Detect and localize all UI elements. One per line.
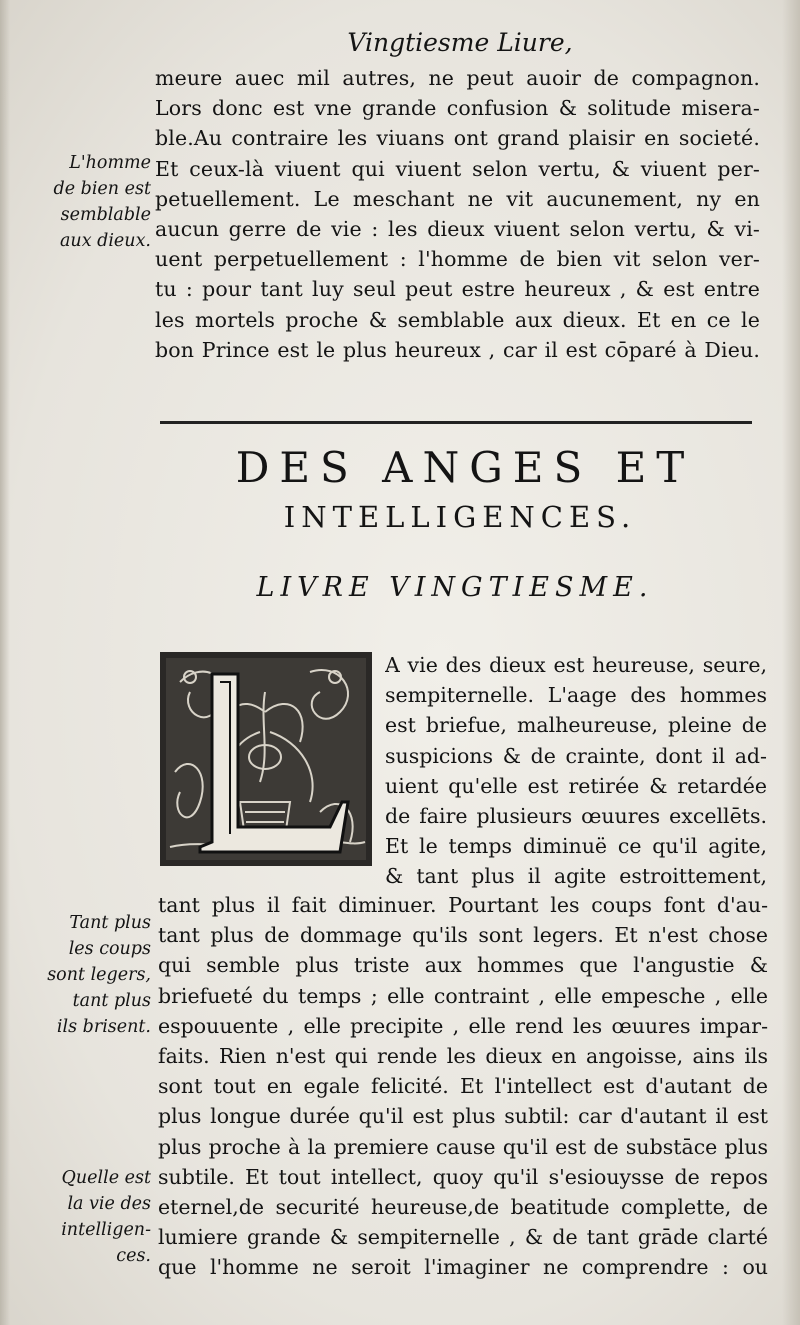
opening-paragraph (385, 650, 767, 892)
margin-note-tant-plus (6, 910, 151, 1040)
section-divider (160, 421, 752, 424)
text-line: tant plus de dommage qu'ils sont legers. Et n'est chose (158, 923, 768, 948)
text-line: sont tout en egale felicité. Et l'intellect est d'autant de (158, 1074, 768, 1099)
text-line: aucun gerre de vie : les dieux viuent selon vertu, & vi- (155, 217, 760, 242)
margin-note-line: semblable (60, 205, 151, 225)
text-line: petuellement. Le meschant ne vit aucunement, ny en (155, 186, 760, 211)
margin-note-line: Tant plus (69, 913, 151, 933)
margin-note-quelle-est (6, 1165, 151, 1269)
text-line: bon Prince est le plus heureux , car il est cōparé à Dieu. (155, 337, 760, 362)
text-line: uient qu'elle est retirée & retardée (385, 773, 767, 798)
text-line: espouuente , elle precipite , elle rend les œuures impar- (158, 1013, 768, 1038)
text-line: tu : pour tant luy seul peut estre heureux , & est entre (155, 277, 760, 302)
margin-note-line: sont legers, (47, 965, 151, 985)
text-line: & tant plus il agite estroittement, (385, 864, 767, 889)
running-title: Vingtiesme Liure, (347, 28, 573, 57)
page-edge-shadow (782, 0, 800, 1325)
text-line: subtile. Et tout intellect, quoy qu'il s'esiouysse de repos (158, 1164, 768, 1189)
main-paragraph (158, 890, 768, 1283)
text-line: Lors donc est vne grande confusion & solitude misera- (155, 96, 760, 121)
chapter-title-continued: INTELLIGENCES. (283, 500, 637, 534)
text-line: les mortels proche & semblable aux dieux. Et en ce le (155, 307, 760, 332)
text-line: Et le temps diminuë ce qu'il agite, (385, 834, 767, 859)
text-line: suspicions & de crainte, dont il ad- (385, 743, 767, 768)
margin-note-line: L'homme (69, 153, 151, 173)
text-line: sempiternelle. L'aage des hommes (385, 683, 767, 708)
text-line: qui semble plus triste aux hommes que l'angustie & (158, 953, 768, 978)
text-line: briefueté du temps ; elle contraint , elle empesche , elle (158, 983, 768, 1008)
margin-note-line: les coups (68, 939, 151, 959)
text-line: uent perpetuellement : l'homme de bien vit selon ver- (155, 247, 760, 272)
text-line: faits. Rien n'est qui rende les dieux en angoisse, ains ils (158, 1044, 768, 1069)
margin-note-line: ils brisent. (56, 1017, 151, 1037)
margin-note-line: ces. (116, 1246, 151, 1266)
book-subtitle: LIVRE VINGTIESME. (256, 572, 654, 603)
text-line: Et ceux-là viuent qui viuent selon vertu, & viuent per- (155, 156, 760, 181)
text-line: est briefue, malheureuse, pleine de (385, 713, 767, 738)
text-line: meure auec mil autres, ne peut auoir de compagnon. (155, 66, 760, 90)
text-line: A vie des dieux est heureuse, seure, (385, 653, 767, 677)
text-line: lumiere grande & sempiternelle , & de tant grāde clarté (158, 1225, 768, 1250)
text-line: tant plus il fait diminuer. Pourtant les coups font d'au- (158, 893, 768, 917)
margin-note-line: tant plus (72, 991, 151, 1011)
margin-note-line: intelligen- (61, 1220, 151, 1240)
chapter-title: DES ANGES ET (235, 443, 695, 492)
margin-note-line: de bien est (53, 179, 151, 199)
text-line: ble.Au contraire les viuans ont grand plaisir en societé. (155, 126, 760, 151)
text-line: eternel,de securité heureuse,de beatitude complette, de (158, 1195, 768, 1220)
margin-note-homme-de-bien (6, 150, 151, 254)
top-paragraph (155, 63, 760, 365)
ornamental-initial-L-icon (160, 652, 372, 866)
text-line: de faire plusieurs œuures excellēts. (385, 804, 767, 829)
margin-note-line: Quelle est (61, 1168, 151, 1188)
text-line: plus proche à la premiere cause qu'il est de substāce plus (158, 1134, 768, 1159)
text-line: que l'homme ne seroit l'imaginer ne comprendre : ou (158, 1255, 768, 1280)
text-line: plus longue durée qu'il est plus subtil: car d'autant il est (158, 1104, 768, 1129)
margin-note-line: la vie des (67, 1194, 151, 1214)
margin-note-line: aux dieux. (60, 231, 151, 251)
